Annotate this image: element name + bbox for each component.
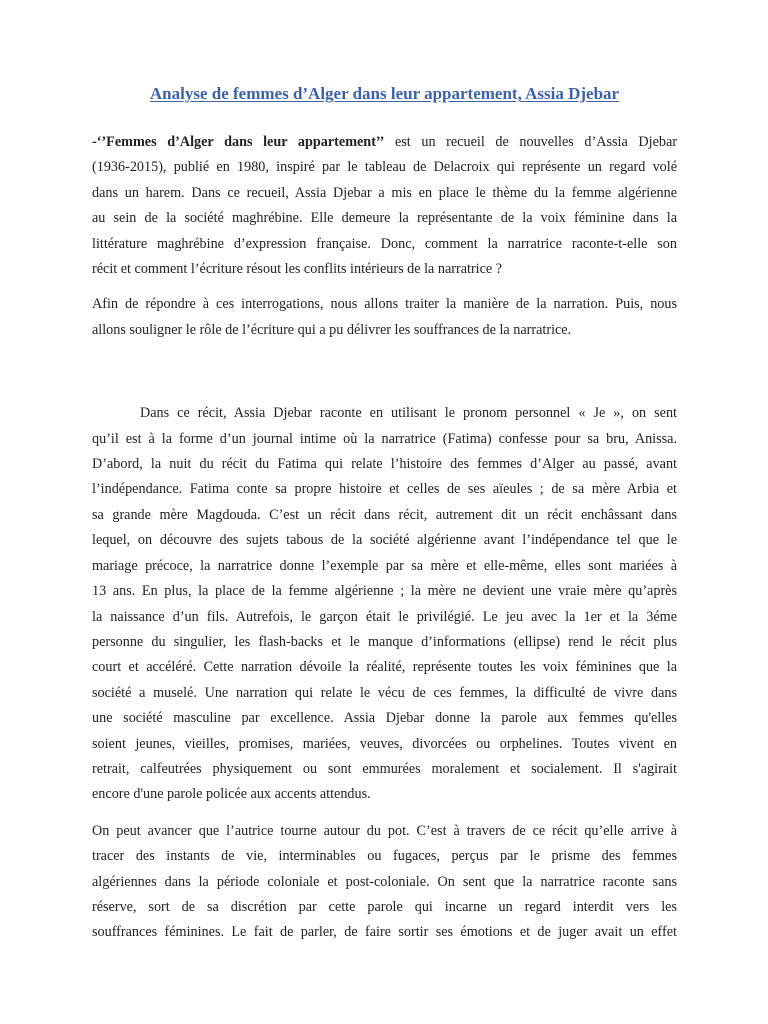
- text-line: personne du singulier, les flash-backs et le manque d’informations (ellipse) rend le récit plus: [92, 633, 677, 650]
- text-line: mariage précoce, la narratrice donne l’exemple par sa mère et elle-même, elles sont mariées à: [92, 557, 677, 574]
- paragraph-intro: [92, 130, 677, 282]
- text-line: Afin de répondre à ces interrogations, nous allons traiter la manière de la narration. Puis, nous: [92, 296, 677, 313]
- text-line: sa grande mère Magdouda. C’est un récit dans récit, autrement dit un récit enchâssant dans: [92, 506, 677, 523]
- text-line: souffrances féminines. Le fait de parler, de faire sortir ses émotions et de juger avait un effet: [92, 924, 677, 941]
- text-line: 13 ans. En plus, la place de la femme algérienne ; la mère ne devient une vraie mère qu’après: [92, 583, 677, 600]
- text-line: une société masculine par excellence. Assia Djebar donne la parole aux femmes qu'elles: [92, 710, 677, 727]
- text-line: encore d'une parole policée aux accents attendus.: [92, 786, 371, 803]
- text-line: lequel, on découvre des sujets tabous de la société algérienne avant l’indépendance tel que le: [92, 532, 677, 549]
- text-line: (1936-2015), publié en 1980, inspiré par le tableau de Delacroix qui représente un regard volé: [92, 159, 677, 176]
- text-line: soient jeunes, vieilles, promises, mariées, veuves, divorcées ou orphelines. Toutes vivent en: [92, 735, 677, 752]
- text-line: allons souligner le rôle de l’écriture qui a pu délivrer les souffrances de la narratrice.: [92, 321, 572, 338]
- text-line: On peut avancer que l’autrice tourne autour du pot. C’est à travers de ce récit qu’elle arrive à: [92, 822, 677, 839]
- document-page: [92, 84, 677, 946]
- text-line: tracer des instants de vie, interminables ou fugaces, perçus par le prisme des femmes: [92, 848, 677, 865]
- text-line: dans un harem. Dans ce recueil, Assia Djebar a mis en place le thème du la femme algérienne: [92, 184, 677, 201]
- paragraph-narration: [92, 401, 677, 808]
- text-line: court et accéléré. Cette narration dévoile la réalité, représente toutes les voix féminines que la: [92, 659, 677, 676]
- text-line: D’abord, la nuit du récit du Fatima qui relate l’histoire des femmes d’Alger au passé, avant: [92, 456, 677, 473]
- text-line: l’indépendance. Fatima conte sa propre histoire et celles de ses aïeules ; de sa mère Arbia et: [92, 481, 677, 498]
- paragraph-plan: [92, 292, 677, 343]
- text-line: littérature maghrébine d’expression française. Donc, comment la narratrice raconte-t-elle son: [92, 235, 677, 252]
- paragraph-analysis: [92, 819, 677, 946]
- text-line: -‘’Femmes d’Alger dans leur appartement’’ est un recueil de nouvelles d’Assia Djebar: [92, 134, 677, 150]
- document-title: Analyse de femmes d’Alger dans leur appartement, Assia Djebar: [149, 84, 620, 103]
- text-line: qu’il est à la forme d’un journal intime où la narratrice (Fatima) confesse pour sa bru, Anissa.: [92, 430, 677, 447]
- text-line: la naissance d’un fils. Autrefois, le garçon était le privilégié. Le jeu avec la 1er et la 3éme: [92, 608, 677, 625]
- text-line: algériennes dans la période coloniale et post-coloniale. On sent que la narratrice raconte sans: [92, 873, 677, 890]
- text-line: Dans ce récit, Assia Djebar raconte en utilisant le pronom personnel « Je », on sent: [140, 405, 677, 422]
- text-line: société a muselé. Une narration qui relate le vécu de ces femmes, la difficulté de vivre dans: [92, 684, 677, 701]
- text-line: récit et comment l’écriture résout les conflits intérieurs de la narratrice ?: [92, 261, 503, 278]
- text-line: réserve, sort de sa discrétion par cette parole qui incarne un regard interdit vers les: [92, 898, 677, 915]
- text-line: retrait, calfeutrées physiquement ou sont emmurées moralement et socialement. Il s'agirait: [92, 760, 677, 777]
- book-title-lead: -‘’Femmes d’Alger dans leur appartement’’: [92, 134, 385, 150]
- text-line: au sein de la société maghrébine. Elle demeure la représentante de la voix féminine dans la: [92, 210, 677, 227]
